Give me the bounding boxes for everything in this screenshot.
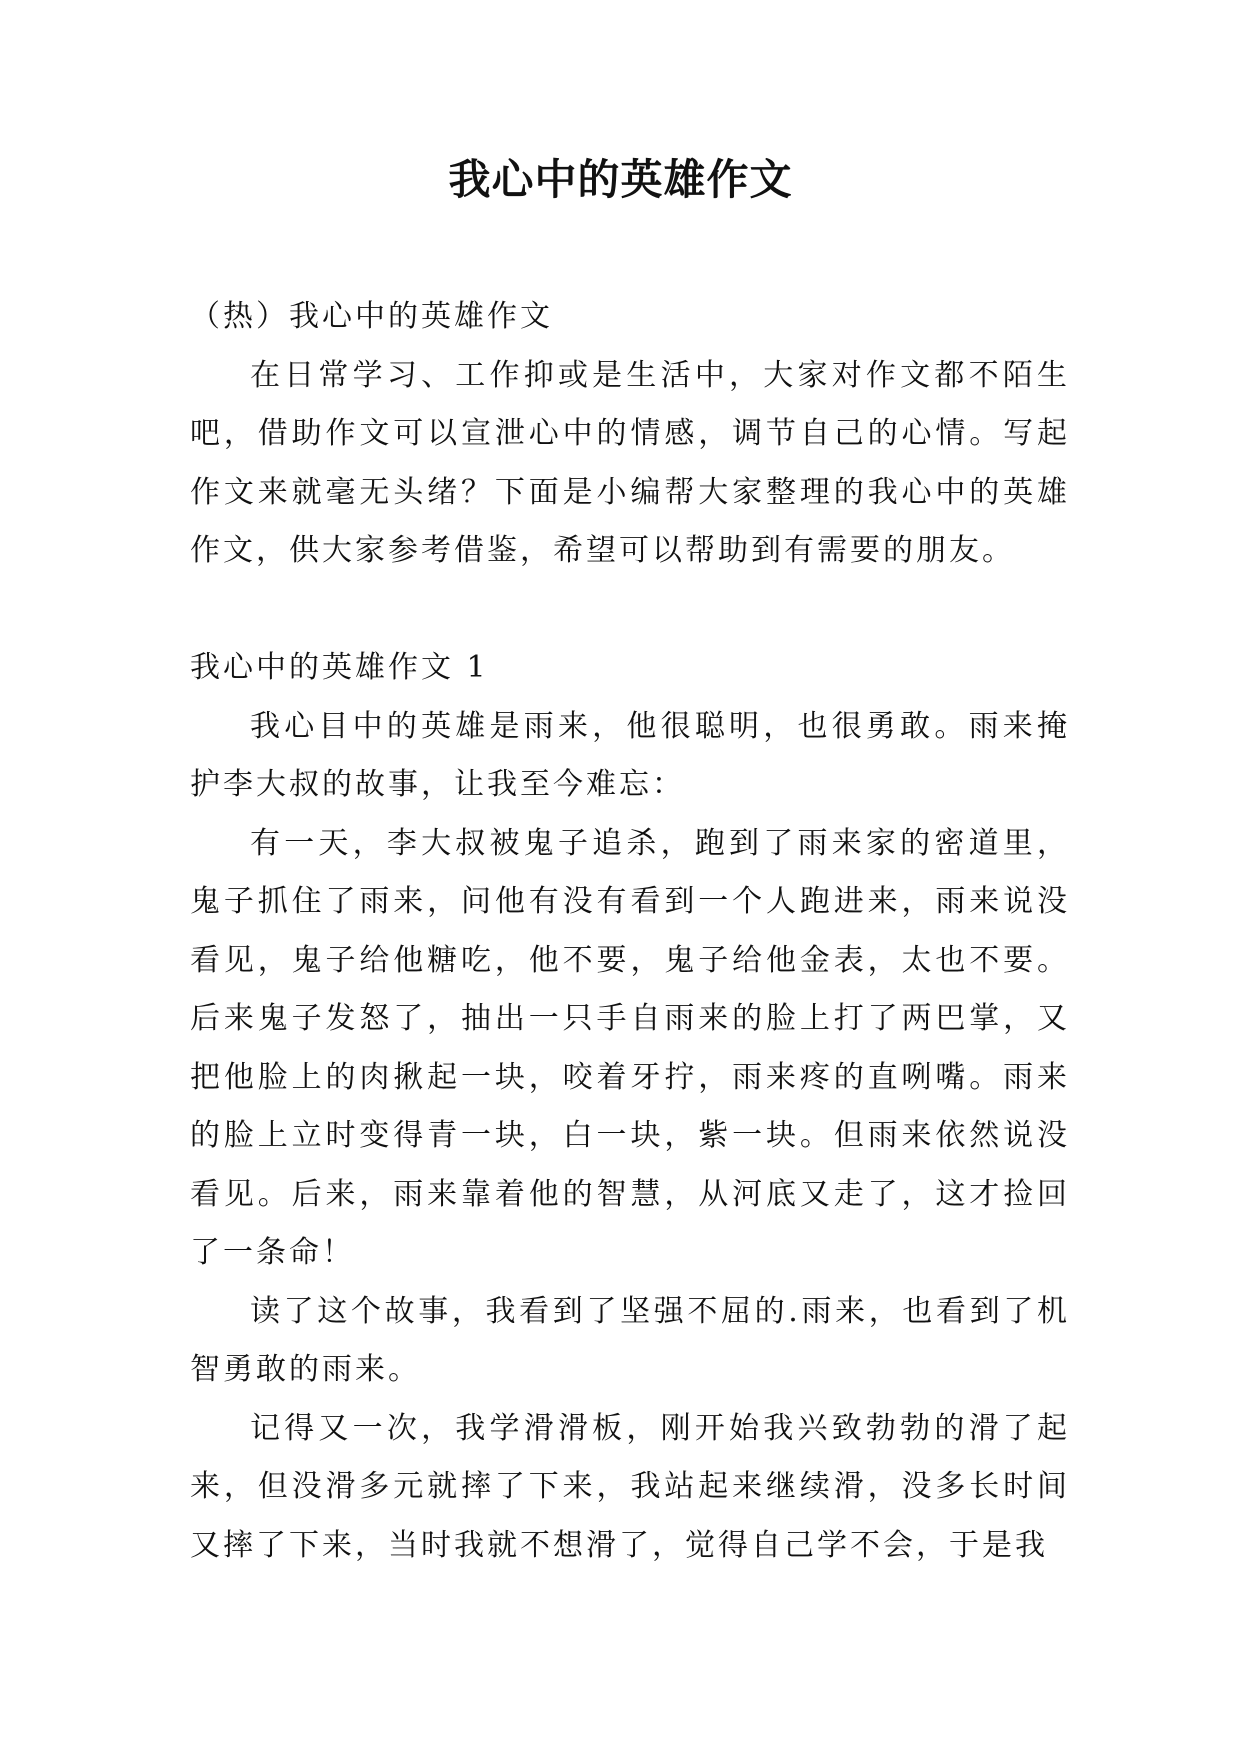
body-paragraph-1: 我心目中的英雄是雨来，他很聪明，也很勇敢。雨来掩护李大叔的故事，让我至今难忘：: [190, 708, 1070, 802]
body-paragraph-2: 有一天，李大叔被鬼子追杀，跑到了雨来家的密道里，鬼子抓住了雨来，问他有没有看到一个人跑进来，雨来说没看见，鬼子给他糖吃，他不要，鬼子给他金表，太也不要。后来鬼子发怒了，抽出一只手自雨来的脸上打了两巴掌，又把他脸上的肉揪起一块，咬着牙拧，雨来疼的直咧嘴。雨来的脸上立时变得青一块，白一块，紫一块。但雨来依然说没看见。后来，雨来靠着他的智慧，从河底又走了，这才捡回了一条命！: [190, 825, 1070, 1270]
paragraph-spacer: [190, 581, 1070, 640]
body-paragraph-3: 读了这个故事，我看到了坚强不屈的.雨来，也看到了机智勇敢的雨来。: [190, 1293, 1070, 1387]
document-title: 我心中的英雄作文: [448, 155, 793, 204]
subtitle-line: （热）我心中的英雄作文: [190, 299, 553, 334]
document-body: [190, 288, 1070, 1575]
section-heading: 我心中的英雄作文 1: [190, 650, 489, 685]
body-paragraph-4: 记得又一次，我学滑滑板，刚开始我兴致勃勃的滑了起来，但没滑多元就摔了下来，我站起来继续滑，没多长时间又摔了下来，当时我就不想滑了，觉得自己学不会，于是我: [190, 1410, 1070, 1563]
intro-paragraph: 在日常学习、工作抑或是生活中，大家对作文都不陌生吧，借助作文可以宣泄心中的情感，调节自己的心情。写起作文来就毫无头绪？下面是小编帮大家整理的我心中的英雄作文，供大家参考借鉴，希望可以帮助到有需要的朋友。: [190, 357, 1070, 568]
